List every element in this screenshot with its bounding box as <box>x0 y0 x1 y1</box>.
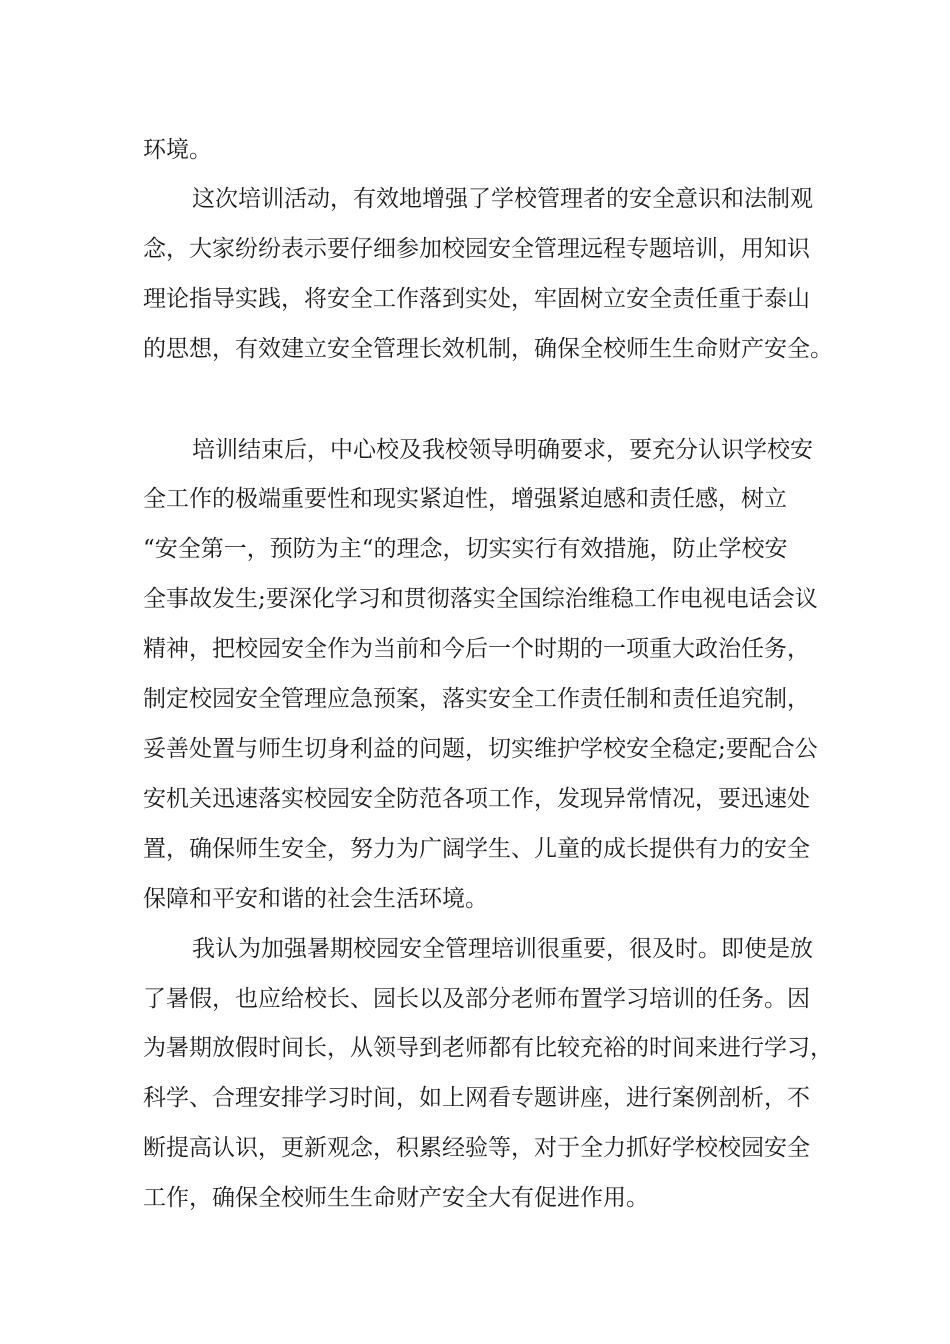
text-line <box>0 179 950 219</box>
text-line <box>0 229 950 269</box>
line-text: 全工作的极端重要性和现实紧迫性，增强紧迫感和责任感，树立 <box>143 486 787 512</box>
line-text: 这次培训活动，有效地增强了学校管理者的安全意识和法制观 <box>192 186 813 212</box>
text-line <box>0 829 950 869</box>
line-text: 理论指导实践，将安全工作落到实处，牢固树立安全责任重于泰山 <box>143 286 810 312</box>
text-line <box>0 329 950 369</box>
text-line <box>0 279 950 319</box>
line-text: 保障和平安和谐的社会生活环境。 <box>143 886 488 912</box>
line-text: 科学、合理安排学习时间，如上网看专题讲座，进行案例剖析，不 <box>143 1085 810 1111</box>
text-line <box>0 430 950 470</box>
text-line <box>0 479 950 519</box>
line-text: 念，大家纷纷表示要仔细参加校园安全管理远程专题培训，用知识 <box>143 236 810 262</box>
line-text: 为暑期放假时间长，从领导到老师都有比较充裕的时间来进行学习， <box>143 1035 833 1061</box>
line-text: 精神，把校园安全作为当前和今后一个时期的一项重大政治任务， <box>143 636 810 662</box>
line-text: 环境。 <box>143 137 212 163</box>
text-line <box>0 579 950 619</box>
text-line <box>0 629 950 669</box>
line-text: 置，确保师生安全，努力为广阔学生、儿童的成长提供有力的安全 <box>143 836 810 862</box>
text-line <box>0 729 950 769</box>
line-text: 安机关迅速落实校园安全防范各项工作，发现异常情况，要迅速处 <box>143 786 810 812</box>
line-text: 工作，确保全校师生生命财产安全大有促进作用。 <box>143 1185 649 1211</box>
text-line <box>0 979 950 1019</box>
text-line <box>0 929 950 969</box>
text-line <box>0 1028 950 1068</box>
text-line <box>0 679 950 719</box>
line-text: 全事故发生;要深化学习和贯彻落实全国综治维稳工作电视电话会议 <box>143 586 818 612</box>
text-line <box>0 1178 950 1218</box>
line-text: 培训结束后，中心校及我校领导明确要求，要充分认识学校安 <box>192 437 813 463</box>
line-text: 制定校园安全管理应急预案，落实安全工作责任制和责任追究制， <box>143 686 810 712</box>
line-text: “安全第一，预防为主“的理念，切实实行有效措施，防止学校安 <box>143 536 788 562</box>
text-line <box>0 1128 950 1168</box>
text-line <box>0 1078 950 1118</box>
line-text: 的思想，有效建立安全管理长效机制，确保全校师生生命财产安全。 <box>143 336 833 362</box>
line-text: 断提高认识，更新观念，积累经验等，对于全力抓好学校校园安全 <box>143 1135 810 1161</box>
text-line <box>0 779 950 819</box>
text-line <box>0 879 950 919</box>
line-text: 我认为加强暑期校园安全管理培训很重要，很及时。即使是放 <box>192 936 813 962</box>
text-line <box>0 529 950 569</box>
line-text: 了暑假，也应给校长、园长以及部分老师布置学习培训的任务。因 <box>143 986 810 1012</box>
line-text: 妥善处置与师生切身利益的问题，切实维护学校安全稳定;要配合公 <box>143 736 818 762</box>
text-line <box>0 130 950 170</box>
